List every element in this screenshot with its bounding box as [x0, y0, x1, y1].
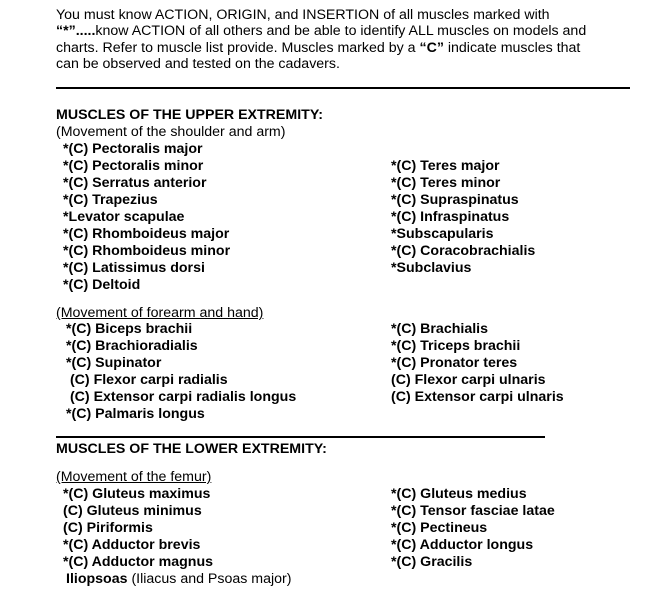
femur-iliopsoas: [66, 571, 292, 588]
muscle-item: *(C) Pectoralis major: [63, 141, 203, 157]
femur-muscles-right: [391, 486, 555, 571]
shoulder-muscles-left: [63, 141, 230, 294]
muscle-item: *(C) Pronator teres: [391, 355, 518, 371]
muscle-item: (C) Flexor carpi radialis: [66, 372, 228, 388]
muscle-item: *(C) Tensor fasciae latae: [391, 503, 555, 519]
muscle-item: *(C) Rhomboideus major: [63, 226, 230, 242]
instructions-line-4: can be observed and tested on the cadavers.: [56, 56, 340, 73]
femur-subheading: (Movement of the femur): [56, 469, 212, 485]
forearm-muscles-right: [391, 321, 564, 406]
muscle-item: *(C) Rhomboideus minor: [63, 243, 231, 259]
muscle-item: (C) Flexor carpi ulnaris: [391, 372, 546, 388]
muscle-item: *(C) Deltoid: [63, 277, 141, 293]
muscle-item: *(C) Serratus anterior: [63, 175, 207, 191]
instructions-line-3-a: charts. Refer to muscle list provide. Muscles marked by a: [56, 39, 420, 56]
muscle-item: *(C) Adductor magnus: [63, 554, 214, 570]
muscle-item: *(C) Supinator: [66, 355, 162, 371]
muscle-item: *(C) Trapezius: [63, 192, 158, 208]
muscle-item: (C) Extensor carpi ulnaris: [391, 389, 564, 405]
forearm-muscles-left: [66, 321, 296, 423]
muscle-item: *(C) Adductor longus: [391, 537, 534, 553]
muscle-item: *Levator scapulae: [63, 209, 185, 225]
muscle-item: (C) Gluteus minimus: [63, 503, 202, 519]
iliopsoas-detail: (Iliacus and Psoas major): [127, 571, 292, 587]
muscle-item: *(C) Supraspinatus: [391, 192, 519, 208]
muscle-item: *(C) Gracilis: [391, 554, 473, 570]
muscle-item: *(C) Teres major: [391, 158, 500, 174]
muscle-item: *(C) Brachioradialis: [66, 338, 198, 354]
divider-lower: [56, 436, 545, 438]
instructions-line-1: You must know ACTION, ORIGIN, and INSERTION of all muscles marked with: [56, 7, 550, 23]
muscle-item: *(C) Gluteus maximus: [63, 486, 211, 502]
muscle-item: (C) Piriformis: [63, 520, 153, 536]
instructions-line-2: [56, 23, 626, 39]
muscle-item: *(C) Pectoralis minor: [63, 158, 204, 174]
muscle-item: *(C) Triceps brachii: [391, 338, 521, 354]
muscle-item: *(C) Biceps brachii: [66, 321, 193, 337]
star-marker: “*”.....: [56, 23, 96, 40]
muscle-item: *Subscapularis: [391, 226, 494, 242]
muscle-item: *(C) Teres minor: [391, 175, 501, 191]
muscle-item: (C) Extensor carpi radialis longus: [66, 389, 297, 405]
muscle-item: *(C) Brachialis: [391, 321, 488, 337]
lower-extremity-heading: MUSCLES OF THE LOWER EXTREMITY:: [56, 441, 327, 457]
c-marker: “C”: [419, 39, 444, 56]
muscle-item: *(C) Pectineus: [391, 520, 488, 536]
muscle-item: *(C) Adductor brevis: [63, 537, 201, 553]
muscle-item: *(C) Infraspinatus: [391, 209, 510, 225]
muscle-item: *(C) Gluteus medius: [391, 486, 527, 502]
shoulder-subheading: (Movement of the shoulder and arm): [56, 124, 286, 140]
forearm-subheading: (Movement of forearm and hand): [56, 305, 264, 321]
divider-top: [56, 87, 630, 89]
muscle-item: *(C) Palmaris longus: [66, 406, 205, 422]
instructions-paragraph: [56, 7, 626, 73]
muscle-item: *(C) Coracobrachialis: [391, 243, 536, 259]
iliopsoas-name: Iliopsoas: [66, 571, 128, 587]
shoulder-muscles-right: [391, 158, 535, 277]
instructions-line-3: [56, 40, 626, 56]
upper-extremity-heading: MUSCLES OF THE UPPER EXTREMITY:: [56, 107, 323, 123]
muscle-item: *(C) Latissimus dorsi: [63, 260, 205, 276]
femur-muscles-left: [63, 486, 213, 571]
instructions-line-3-b: indicate muscles that: [443, 39, 581, 56]
muscle-item: *Subclavius: [391, 260, 472, 276]
instructions-line-2-text: know ACTION of all others and be able to identify ALL muscles on models and: [95, 23, 587, 40]
